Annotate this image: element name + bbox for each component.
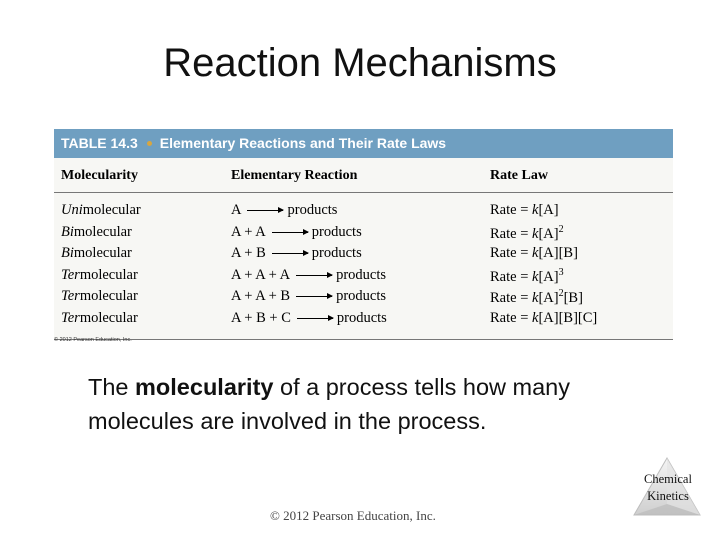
reaction-cell: [231, 202, 337, 219]
body-text-bold: molecularity: [135, 374, 274, 400]
reactants: A + A + B: [231, 288, 291, 304]
right-arrow-icon: [297, 318, 333, 319]
rate-law-cell: Rate = $k[A]^3$: [490, 266, 564, 285]
reaction-cell: [231, 224, 362, 241]
table-header-row: [54, 158, 673, 193]
molecularity-cell: [61, 224, 132, 241]
table-number: TABLE 14.3: [61, 135, 138, 151]
reaction-cell: [231, 288, 386, 305]
products: products: [336, 266, 387, 283]
products: products: [311, 223, 362, 240]
reaction-cell: [231, 310, 387, 327]
molecularity-prefix: Ter: [61, 288, 80, 304]
reactants: A + A: [231, 223, 266, 240]
molecularity-suffix: molecular: [79, 309, 138, 326]
molecularity-cell: [61, 202, 141, 219]
corner-badge: [632, 456, 702, 518]
table-caption: Elementary Reactions and Their Rate Laws: [159, 135, 447, 151]
bullet-icon: [147, 141, 152, 146]
rate-law-cell: Rate = k[A]: [490, 202, 559, 218]
rate-law-table: [54, 129, 673, 340]
corner-label-line1: Chemical: [644, 472, 692, 486]
right-arrow-icon: [296, 296, 332, 297]
products: products: [287, 202, 338, 218]
body-text-end: of a process tells how many molecules are involved in the process.: [88, 374, 570, 434]
rate-law-cell: Rate = $k[A]^2$: [490, 223, 564, 242]
table-copyright: © 2012 Pearson Education, Inc.: [54, 337, 132, 343]
header-elementary-reaction: Elementary Reaction: [231, 168, 358, 183]
header-molecularity: Molecularity: [61, 168, 138, 183]
rate-law-cell: Rate = $k[A]^2[B]$: [490, 288, 583, 306]
table-caption-bar: [54, 129, 673, 158]
molecularity-cell: [61, 267, 138, 284]
right-arrow-icon: [272, 232, 308, 233]
molecularity-cell: [61, 245, 132, 262]
table-body: [54, 193, 673, 340]
molecularity-prefix: Bi: [61, 245, 74, 261]
right-arrow-icon: [272, 253, 308, 254]
table-row: [54, 265, 673, 287]
reaction-cell: [231, 267, 386, 284]
molecularity-prefix: Ter: [61, 309, 80, 326]
molecularity-prefix: Ter: [61, 266, 80, 283]
table-row: [54, 243, 673, 265]
body-text-start: The: [88, 374, 136, 400]
header-rate-law: Rate Law: [490, 168, 548, 183]
products: products: [336, 288, 387, 304]
corner-label-line2: Kinetics: [647, 489, 689, 503]
corner-label: [632, 471, 704, 505]
products: products: [336, 309, 387, 326]
slide-title: Reaction Mechanisms: [163, 41, 557, 85]
molecularity-suffix: molecular: [73, 245, 132, 261]
reactants: A + B: [231, 245, 266, 261]
molecularity-suffix: molecular: [79, 266, 138, 283]
molecularity-cell: [61, 288, 138, 305]
table-row: [54, 200, 673, 222]
reactants: A: [231, 202, 242, 218]
reactants: A + B + C: [231, 309, 291, 326]
rate-law-cell: Rate = k[A][B][C]: [490, 309, 598, 326]
molecularity-suffix: molecular: [82, 202, 141, 218]
rate-law-cell: Rate = k[A][B]: [490, 245, 578, 261]
molecularity-cell: [61, 310, 138, 327]
right-arrow-icon: [296, 275, 332, 276]
right-arrow-icon: [247, 210, 283, 211]
molecularity-prefix: Bi: [61, 223, 74, 240]
reaction-cell: [231, 245, 362, 262]
body-text: [88, 370, 668, 438]
footer-copyright: © 2012 Pearson Education, Inc.: [270, 508, 436, 523]
molecularity-suffix: molecular: [73, 223, 132, 240]
table-row: [54, 222, 673, 244]
molecularity-prefix: Uni: [61, 202, 83, 218]
table-row: [54, 308, 673, 330]
molecularity-suffix: molecular: [79, 288, 138, 304]
table-row: [54, 286, 673, 308]
products: products: [311, 245, 362, 261]
reactants: A + A + A: [231, 266, 291, 283]
